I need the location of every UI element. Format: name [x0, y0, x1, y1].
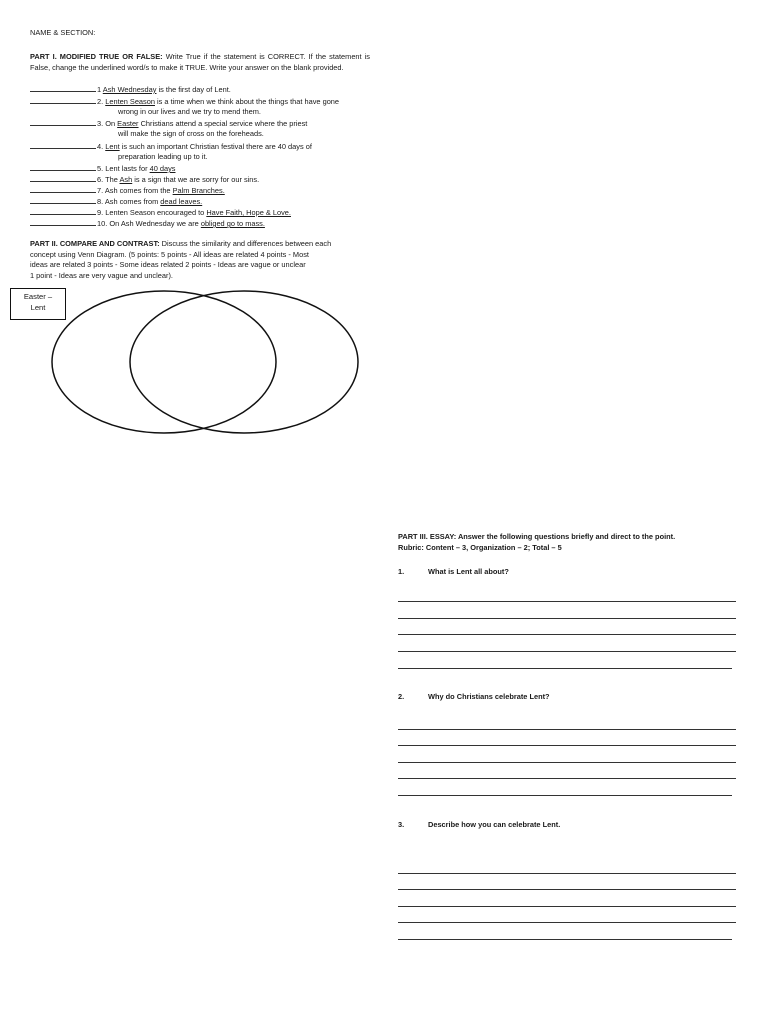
part1-item-2: [30, 96, 339, 108]
item-underlined: Lenten Season: [105, 97, 155, 106]
question-number: 1.: [398, 567, 405, 576]
item-underlined: 40 days: [149, 164, 176, 173]
answer-line[interactable]: [398, 651, 736, 652]
question-text: Describe how you can celebrate Lent.: [428, 820, 561, 829]
part3-instructions: [398, 532, 738, 553]
item-post: is a time when we think about the things that have gone: [154, 97, 340, 106]
question-text: Why do Christians celebrate Lent?: [428, 692, 550, 701]
answer-line[interactable]: [398, 922, 736, 923]
answer-blank[interactable]: [30, 185, 96, 193]
item-number: 5.: [97, 164, 104, 173]
item-pre: Ash comes from: [104, 197, 161, 206]
answer-blank[interactable]: [30, 174, 96, 182]
part2-line1: Discuss the similarity and differences between each: [161, 239, 332, 248]
answer-line[interactable]: [398, 762, 736, 763]
question-number: 3.: [398, 820, 405, 829]
answer-blank[interactable]: [30, 96, 96, 104]
part1-item-1: [30, 84, 231, 96]
essay-question-1: [398, 567, 509, 578]
part1-instructions: [30, 52, 370, 73]
item-number: 7.: [97, 186, 104, 195]
part1-item-6: [30, 174, 259, 186]
item-post: is a sign that we are sorry for our sins.: [132, 175, 260, 184]
part3-rubric: Rubric: Content – 3, Organization – 2; Total – 5: [398, 542, 562, 552]
venn-label-line2: Lent: [30, 302, 46, 312]
item-pre: On: [105, 119, 118, 128]
item-pre: On Ash Wednesday we are: [109, 219, 201, 228]
part1-item-10: [30, 218, 265, 230]
part2-line4: 1 point - Ideas are very vague and unclear).: [30, 271, 173, 281]
part3-heading: PART III. ESSAY: Answer the following questions briefly and direct to the point.: [398, 532, 676, 541]
item-post: is the first day of Lent.: [156, 85, 231, 94]
answer-line[interactable]: [398, 668, 732, 669]
item-underlined: obliged go to mass.: [200, 219, 265, 228]
answer-line[interactable]: [398, 745, 736, 746]
part2-line2: concept using Venn Diagram. (5 points: 5 points - All ideas are related 4 points - Most: [30, 249, 309, 259]
answer-blank[interactable]: [30, 196, 96, 204]
item-number: 4.: [97, 142, 104, 151]
item-number: 2.: [97, 97, 104, 106]
question-number: 2.: [398, 692, 405, 701]
item-number: 8.: [97, 197, 104, 206]
item-number: 9.: [97, 208, 104, 217]
part1-item-4: [30, 141, 312, 153]
answer-line[interactable]: [398, 939, 732, 940]
venn-label-box: [10, 288, 66, 320]
item-number: 6.: [97, 175, 104, 184]
item-underlined: Ash: [119, 175, 133, 184]
name-section-label: NAME & SECTION:: [30, 28, 96, 37]
essay-question-2: [398, 692, 550, 703]
item-pre: Lenten Season encouraged to: [105, 208, 207, 217]
answer-line[interactable]: [398, 634, 736, 635]
item-number: 1: [97, 85, 102, 94]
part1-item-4-continuation: preparation leading up to it.: [118, 152, 208, 161]
answer-blank[interactable]: [30, 207, 96, 215]
question-text: What is Lent all about?: [428, 567, 509, 576]
answer-blank[interactable]: [30, 163, 96, 171]
part1-item-7: [30, 185, 225, 197]
part1-item-8: [30, 196, 202, 208]
answer-blank[interactable]: [30, 118, 96, 126]
part2-instructions: [30, 239, 370, 282]
answer-blank[interactable]: [30, 141, 96, 149]
answer-blank[interactable]: [30, 218, 96, 226]
item-number: 3.: [97, 119, 104, 128]
item-underlined: Have Faith, Hope & Love.: [206, 208, 291, 217]
part1-item-3: [30, 118, 307, 130]
part1-instruction-text: Write True if the statement is CORRECT. If the statement is False, change the underlined word/s to make it TRUE. Write your answer on the blank provided.: [30, 52, 371, 72]
part1-heading: PART I. MODIFIED TRUE OR FALSE:: [30, 52, 163, 61]
venn-label-line1: Easter –: [23, 292, 53, 301]
part1-item-5: [30, 163, 176, 175]
item-pre: Ash comes from the: [104, 186, 173, 195]
item-post: is such an important Christian festival there are 40 days of: [119, 142, 312, 151]
answer-line[interactable]: [398, 601, 736, 602]
part1-item-2-continuation: wrong in our lives and we try to mend them.: [118, 107, 261, 116]
answer-line[interactable]: [398, 906, 736, 907]
venn-circle-left: [52, 291, 276, 433]
answer-line[interactable]: [398, 795, 732, 796]
item-post: Christians attend a special service where the priest: [138, 119, 308, 128]
part1-item-9: [30, 207, 291, 219]
answer-line[interactable]: [398, 618, 736, 619]
item-underlined: Lent: [105, 142, 120, 151]
part2-line3: ideas are related 3 points - Some ideas related 2 points - Ideas are vague or unclear: [30, 260, 306, 270]
answer-line[interactable]: [398, 889, 736, 890]
item-pre: Lent lasts for: [105, 164, 150, 173]
item-pre: The: [105, 175, 120, 184]
item-number: 10.: [97, 219, 108, 228]
answer-line[interactable]: [398, 729, 736, 730]
answer-line[interactable]: [398, 778, 736, 779]
item-underlined: Easter: [117, 119, 139, 128]
item-underlined: dead leaves.: [160, 197, 203, 206]
part2-heading: PART II. COMPARE AND CONTRAST:: [30, 239, 160, 248]
part1-item-3-continuation: will make the sign of cross on the foreheads.: [118, 129, 264, 138]
essay-question-3: [398, 820, 560, 831]
answer-blank[interactable]: [30, 84, 96, 92]
item-underlined: Palm Branches.: [172, 186, 225, 195]
item-underlined: Ash Wednesday: [102, 85, 157, 94]
answer-line[interactable]: [398, 873, 736, 874]
